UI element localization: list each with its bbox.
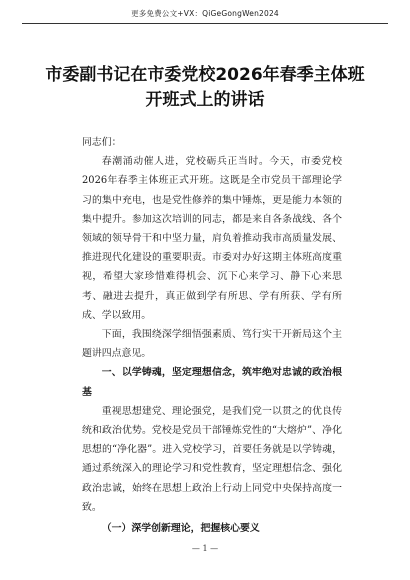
header-divider: [22, 23, 388, 24]
paragraph-opening: 春潮涌动催人进，党校砺兵正当时。今天，市委党校2026年春季主体班正式开班。这既是全市党员干部理论学习的集中充电，也是党性修养的集中锤炼，更是能力本领的集中提升。参加这次培训的同志，都是来自各条战线、各个领域的领导骨干和中坚力量，肩负着推动我市高质量发展、推进现代化建设的重要职责。市委对办好这期主体班高度重视，希望大家珍惜难得机会、沉下心来学习、静下心来思考、融进去提升，真正做到学有所思、学有所获、学有所成、学以致用。: [82, 156, 342, 321]
section-heading-1: 一、以学铸魂，坚定理想信念，筑牢绝对忠诚的政治根基: [82, 367, 342, 398]
document-body: [82, 133, 342, 538]
document-title: 市委副书记在市委党校2026年春季主体班开班式上的讲话: [45, 65, 365, 110]
greeting: 同志们：: [82, 137, 122, 148]
paragraph-intro: 下面，我围绕深学细悟强素质、笃行实干开新局这个主题讲四点意见。: [82, 329, 342, 360]
page-number: — 1 —: [191, 544, 219, 553]
header-note: 更多免费公文+VX：QiGeGongWen2024: [131, 9, 279, 18]
subsection-heading-1: （一）深学创新理论，把握核心要义: [101, 523, 260, 535]
section-1-paragraph: 重视思想建党、理论强党，是我们党一以贯之的优良传统和政治优势。党校是党员干部锤炼党性的“大熔炉”、净化思想的“净化器”。进入党校学习，首要任务就是以学铸魂，通过系统深入的理论学习和党性教育，坚定理想信念、强化政治忠诚，始终在思想上政治上行动上同党中央保持高度一致。: [82, 405, 342, 513]
